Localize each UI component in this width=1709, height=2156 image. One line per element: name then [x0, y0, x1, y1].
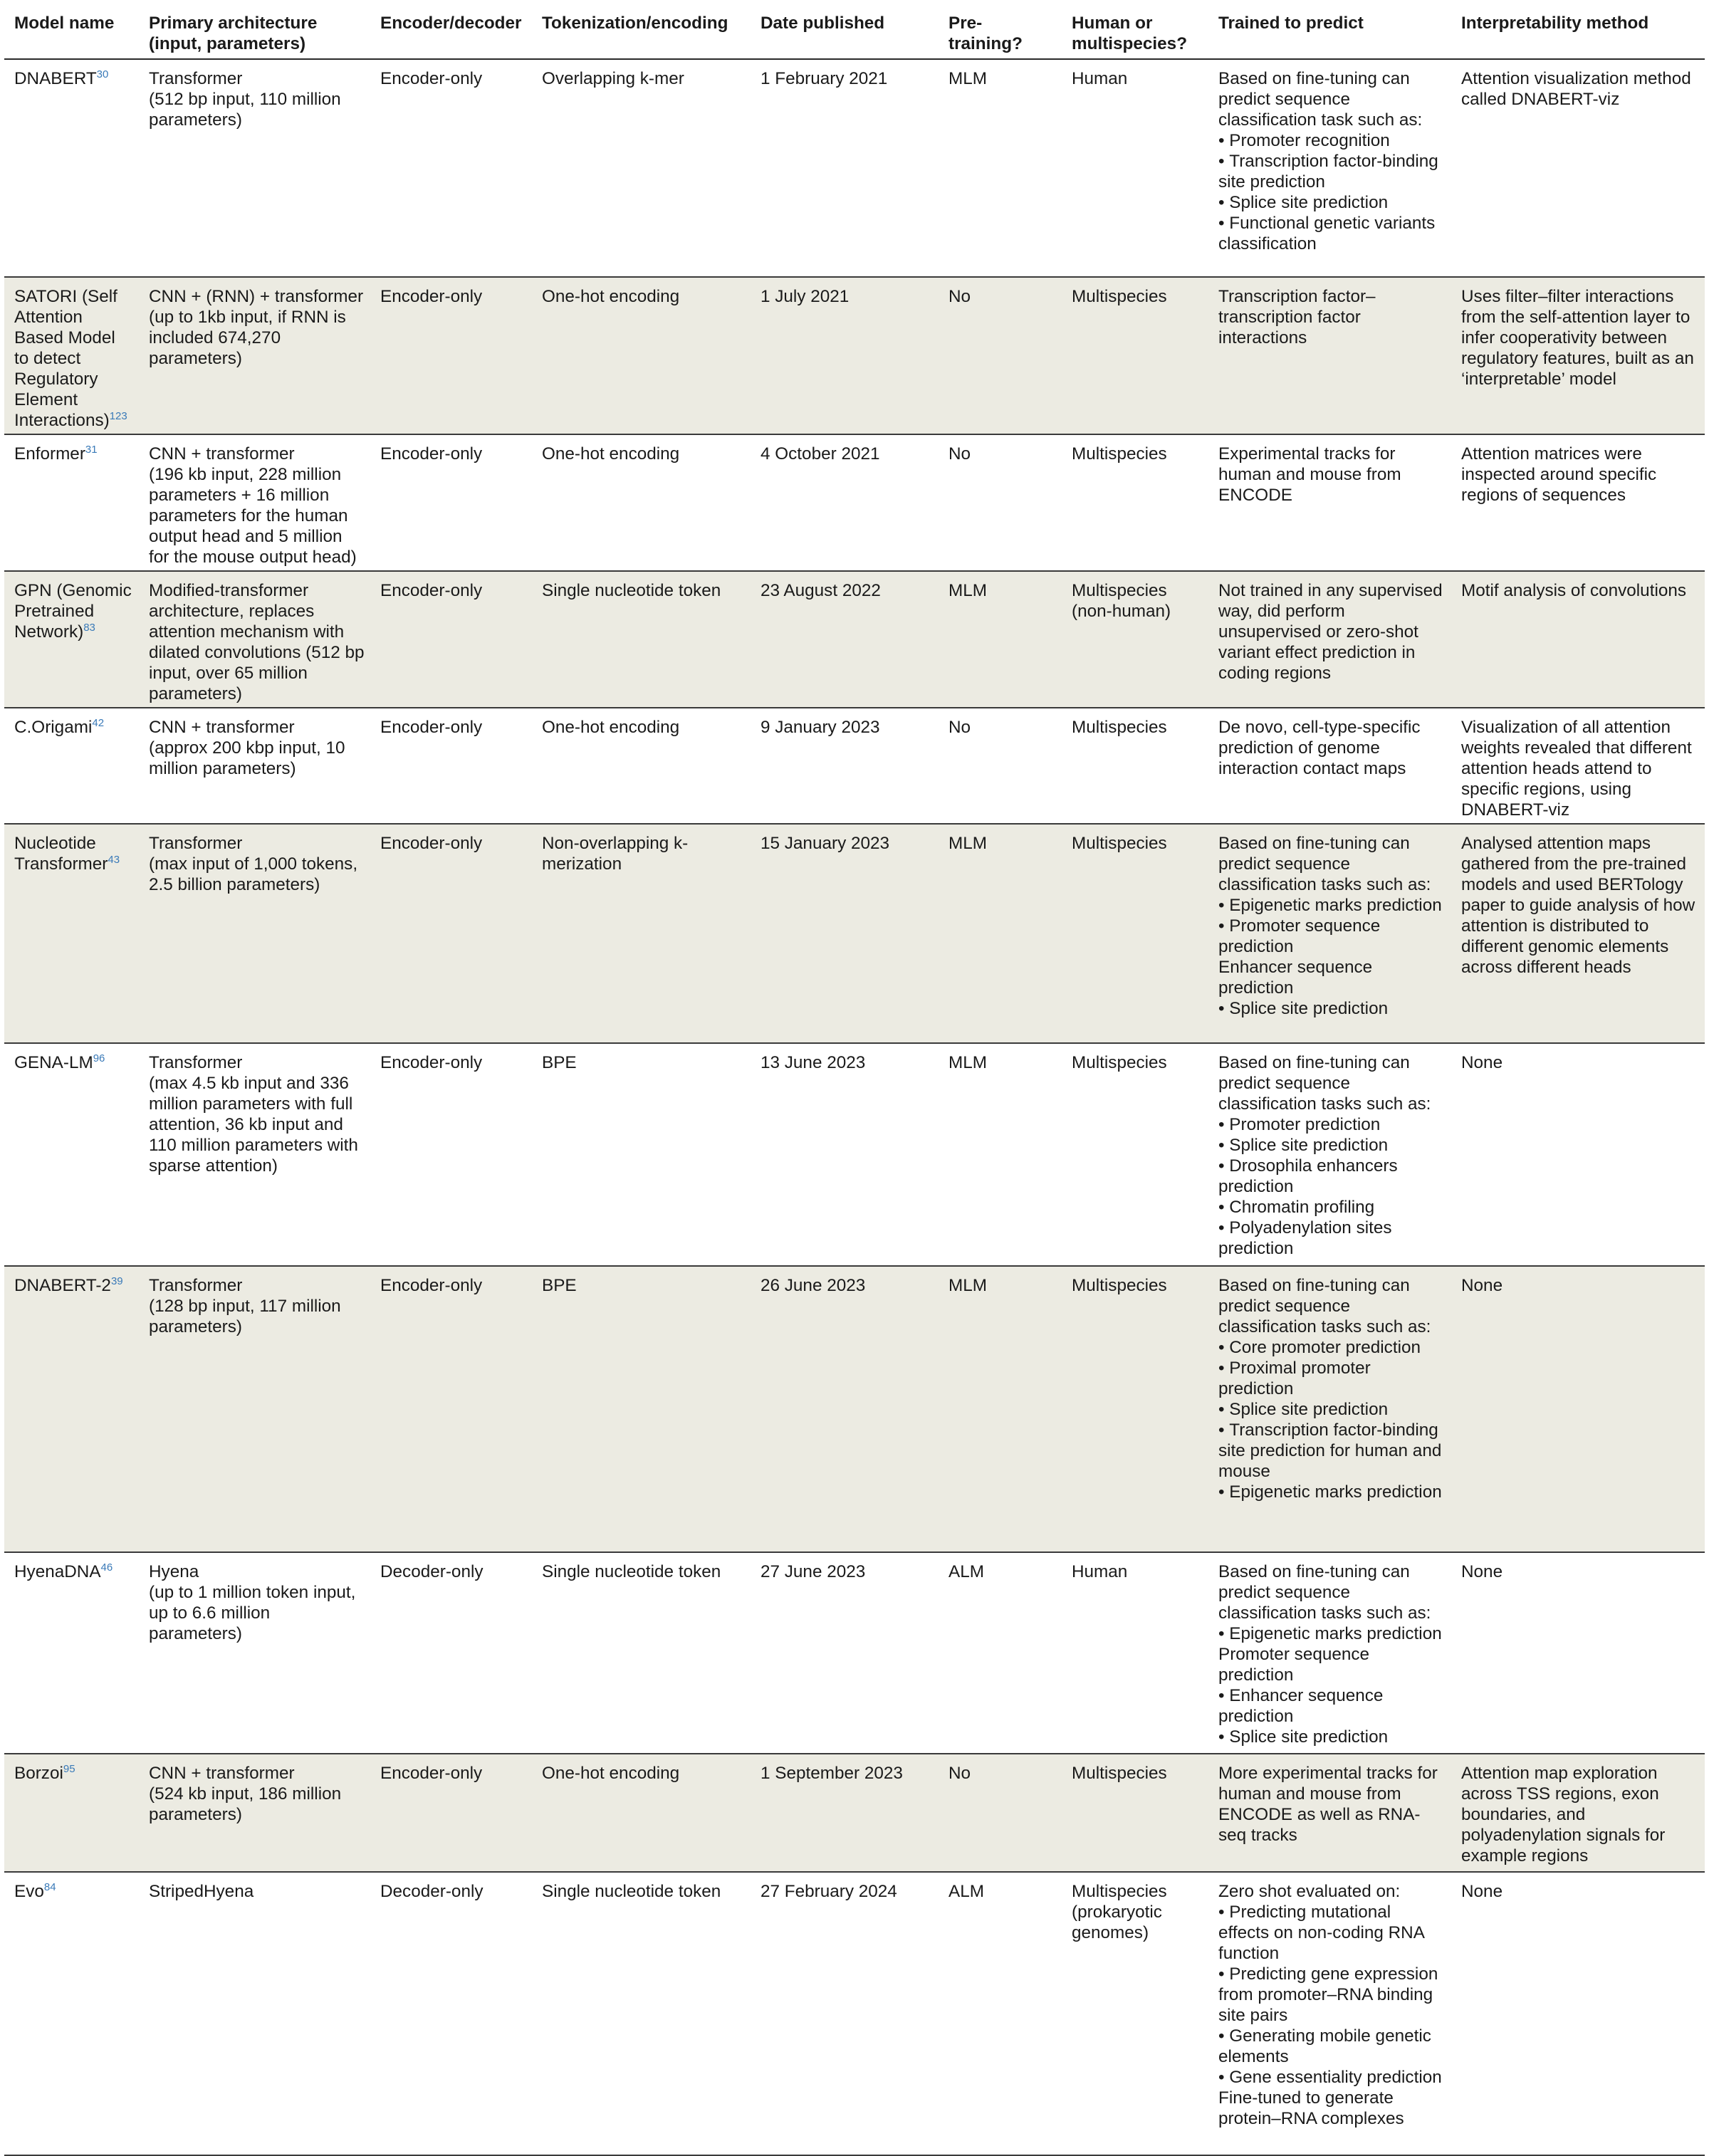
- table-row: [4, 1754, 1705, 1872]
- cell-date-published: 27 June 2023: [751, 1552, 939, 1754]
- table-body: [4, 59, 1705, 2155]
- model-name-text: GPN (Genomic Pretrained Network): [14, 581, 132, 642]
- predict-intro: Based on fine-tuning can predict sequence classification tasks such as:: [1218, 1562, 1431, 1623]
- cell-interpretability-method: Attention matrices were inspected around specific regions of sequences: [1451, 434, 1705, 571]
- cell-encoder-decoder: Encoder-only: [370, 1043, 532, 1266]
- cell-date-published: 1 July 2021: [751, 277, 939, 434]
- cell-tokenization: One-hot encoding: [532, 434, 751, 571]
- cell-species: Multispecies: [1062, 708, 1208, 824]
- predict-task-list: [1218, 1902, 1446, 2129]
- predict-intro: Based on fine-tuning can predict sequence classification tasks such as:: [1218, 834, 1431, 894]
- predict-task-item: • Proximal promoter prediction: [1218, 1358, 1446, 1399]
- predict-task-list: [1218, 1337, 1446, 1502]
- cell-pre-training: MLM: [939, 824, 1062, 1043]
- cell-encoder-decoder: Encoder-only: [370, 708, 532, 824]
- predict-task-list: [1218, 1623, 1446, 1747]
- header-encoder-decoder: Encoder/decoder: [370, 0, 532, 59]
- cell-interpretability-method: Uses filter–filter interactions from the self-attention layer to infer cooperativity between regulatory features, built as an ‘interpretable’ model: [1451, 277, 1705, 434]
- cell-pre-training: No: [939, 1754, 1062, 1872]
- cell-model-name: [4, 1266, 139, 1552]
- cell-tokenization: Non-overlapping k-merization: [532, 824, 751, 1043]
- cell-trained-to-predict: [1208, 1266, 1451, 1552]
- cell-model-name: [4, 708, 139, 824]
- cell-tokenization: One-hot encoding: [532, 708, 751, 824]
- cell-date-published: 4 October 2021: [751, 434, 939, 571]
- cell-date-published: 23 August 2022: [751, 571, 939, 708]
- cell-tokenization: One-hot encoding: [532, 277, 751, 434]
- cell-architecture: CNN + transformer (196 kb input, 228 million parameters + 16 million parameters for the human output head and 5 million for the mouse output head): [139, 434, 370, 571]
- predict-intro: De novo, cell-type-specific prediction of genome interaction contact maps: [1218, 718, 1421, 778]
- cell-pre-training: ALM: [939, 1552, 1062, 1754]
- table-row: [4, 1552, 1705, 1754]
- reference-number[interactable]: 39: [110, 1275, 123, 1287]
- predict-task-item: • Core promoter prediction: [1218, 1337, 1446, 1358]
- cell-pre-training: MLM: [939, 59, 1062, 277]
- reference-number[interactable]: 42: [92, 716, 105, 729]
- cell-date-published: 27 February 2024: [751, 1872, 939, 2155]
- model-name-text: GENA-LM: [14, 1053, 93, 1072]
- cell-encoder-decoder: Encoder-only: [370, 277, 532, 434]
- predict-task-item: • Splice site prediction: [1218, 1727, 1446, 1747]
- cell-model-name: [4, 434, 139, 571]
- reference-number[interactable]: 30: [96, 68, 109, 80]
- predict-task-item: • Gene essentiality prediction: [1218, 2067, 1446, 2088]
- cell-encoder-decoder: Encoder-only: [370, 1754, 532, 1872]
- predict-intro: Zero shot evaluated on:: [1218, 1882, 1401, 1901]
- reference-number[interactable]: 46: [100, 1561, 113, 1574]
- cell-trained-to-predict: [1208, 1552, 1451, 1754]
- table-row: [4, 434, 1705, 571]
- reference-number[interactable]: 95: [63, 1762, 75, 1775]
- table-row: [4, 1872, 1705, 2155]
- cell-architecture: StripedHyena: [139, 1872, 370, 2155]
- table-row: [4, 277, 1705, 434]
- predict-intro: More experimental tracks for human and mouse from ENCODE as well as RNA-seq tracks: [1218, 1764, 1438, 1845]
- table-row: [4, 708, 1705, 824]
- model-name-text: HyenaDNA: [14, 1562, 101, 1581]
- predict-task-item: • Chromatin profiling: [1218, 1197, 1446, 1218]
- cell-pre-training: MLM: [939, 1043, 1062, 1266]
- cell-interpretability-method: None: [1451, 1266, 1705, 1552]
- header-date-published: Date published: [751, 0, 939, 59]
- cell-species: Human: [1062, 1552, 1208, 1754]
- predict-task-item: • Promoter prediction: [1218, 1114, 1446, 1135]
- cell-species: Multispecies: [1062, 824, 1208, 1043]
- predict-task-item: • Promoter recognition: [1218, 130, 1446, 151]
- cell-trained-to-predict: [1208, 708, 1451, 824]
- cell-trained-to-predict: [1208, 277, 1451, 434]
- cell-architecture: CNN + (RNN) + transformer (up to 1kb input, if RNN is included 674,270 parameters): [139, 277, 370, 434]
- cell-pre-training: No: [939, 434, 1062, 571]
- cell-date-published: 1 February 2021: [751, 59, 939, 277]
- cell-trained-to-predict: [1208, 571, 1451, 708]
- cell-architecture: Transformer (max 4.5 kb input and 336 million parameters with full attention, 36 kb input and 110 million parameters with sparse attention): [139, 1043, 370, 1266]
- cell-architecture: CNN + transformer (approx 200 kbp input, 10 million parameters): [139, 708, 370, 824]
- cell-architecture: Transformer (128 bp input, 117 million parameters): [139, 1266, 370, 1552]
- predict-task-item: • Transcription factor-binding site prediction: [1218, 151, 1446, 192]
- header-primary-architecture: Primary architecture (input, parameters): [139, 0, 370, 59]
- cell-trained-to-predict: [1208, 1754, 1451, 1872]
- predict-task-item: • Splice site prediction: [1218, 998, 1446, 1019]
- cell-interpretability-method: None: [1451, 1872, 1705, 2155]
- header-tokenization: Tokenization/encoding: [532, 0, 751, 59]
- predict-task-item: • Epigenetic marks prediction: [1218, 1482, 1446, 1502]
- cell-tokenization: BPE: [532, 1266, 751, 1552]
- reference-number[interactable]: 84: [43, 1880, 56, 1893]
- header-model-name: Model name: [4, 0, 139, 59]
- predict-intro: Experimental tracks for human and mouse from ENCODE: [1218, 444, 1401, 505]
- cell-species: Multispecies (non-human): [1062, 571, 1208, 708]
- reference-number[interactable]: 123: [109, 409, 127, 422]
- cell-pre-training: MLM: [939, 571, 1062, 708]
- cell-species: Multispecies: [1062, 434, 1208, 571]
- cell-trained-to-predict: [1208, 434, 1451, 571]
- header-interpretability-method: Interpretability method: [1451, 0, 1705, 59]
- predict-task-item: • Splice site prediction: [1218, 1399, 1446, 1420]
- cell-pre-training: MLM: [939, 1266, 1062, 1552]
- predict-task-item: • Epigenetic marks prediction: [1218, 895, 1446, 916]
- table-row: [4, 59, 1705, 277]
- predict-task-item: • Splice site prediction: [1218, 1135, 1446, 1156]
- cell-model-name: [4, 59, 139, 277]
- cell-architecture: Transformer (max input of 1,000 tokens, 2.5 billion parameters): [139, 824, 370, 1043]
- cell-model-name: [4, 1872, 139, 2155]
- reference-number[interactable]: 83: [83, 621, 95, 634]
- cell-encoder-decoder: Encoder-only: [370, 571, 532, 708]
- model-name-text: SATORI (Self Attention Based Model to detect Regulatory Element Interactions): [14, 287, 117, 430]
- predict-task-item: • Promoter sequence prediction: [1218, 916, 1446, 957]
- cell-interpretability-method: Attention visualization method called DNABERT-viz: [1451, 59, 1705, 277]
- table-row: [4, 1043, 1705, 1266]
- model-name-text: DNABERT: [14, 69, 97, 88]
- cell-interpretability-method: None: [1451, 1552, 1705, 1754]
- cell-model-name: [4, 824, 139, 1043]
- cell-architecture: Hyena (up to 1 million token input, up to 6.6 million parameters): [139, 1552, 370, 1754]
- table-row: [4, 1266, 1705, 1552]
- predict-task-item: • Functional genetic variants classification: [1218, 213, 1446, 254]
- model-name-text: DNABERT-2: [14, 1276, 111, 1295]
- cell-model-name: [4, 1754, 139, 1872]
- header-pre-training: Pre- training?: [939, 0, 1062, 59]
- cell-species: Multispecies: [1062, 1266, 1208, 1552]
- model-name-text: C.Origami: [14, 718, 93, 737]
- predict-task-item: Enhancer sequence prediction: [1218, 958, 1373, 998]
- cell-tokenization: Single nucleotide token: [532, 1552, 751, 1754]
- predict-task-list: [1218, 1114, 1446, 1259]
- cell-encoder-decoder: Decoder-only: [370, 1552, 532, 1754]
- cell-model-name: [4, 1552, 139, 1754]
- cell-tokenization: Overlapping k-mer: [532, 59, 751, 277]
- predict-task-list: [1218, 895, 1446, 1019]
- cell-tokenization: BPE: [532, 1043, 751, 1266]
- cell-interpretability-method: Visualization of all attention weights revealed that different attention heads attend to specific regions, using DNABERT-viz: [1451, 708, 1705, 824]
- model-name-text: Enformer: [14, 444, 85, 464]
- header-trained-to-predict: Trained to predict: [1208, 0, 1451, 59]
- cell-tokenization: One-hot encoding: [532, 1754, 751, 1872]
- cell-species: Multispecies: [1062, 1754, 1208, 1872]
- predict-intro: Transcription factor–transcription factor interactions: [1218, 287, 1376, 347]
- predict-task-item: • Enhancer sequence prediction: [1218, 1685, 1446, 1727]
- model-name-text: Nucleotide Transformer: [14, 834, 108, 874]
- cell-architecture: Modified-transformer architecture, replaces attention mechanism with dilated convolutions (512 bp input, over 65 million parameters): [139, 571, 370, 708]
- reference-number[interactable]: 31: [85, 443, 98, 456]
- predict-task-item: • Epigenetic marks prediction Promoter sequence prediction: [1218, 1623, 1446, 1685]
- table-row: [4, 571, 1705, 708]
- cell-encoder-decoder: Decoder-only: [370, 1872, 532, 2155]
- cell-date-published: 9 January 2023: [751, 708, 939, 824]
- predict-intro: Based on fine-tuning can predict sequence classification tasks such as:: [1218, 1276, 1431, 1336]
- cell-encoder-decoder: Encoder-only: [370, 824, 532, 1043]
- cell-species: Human: [1062, 59, 1208, 277]
- model-comparison-table: [4, 0, 1705, 2156]
- reference-number[interactable]: 43: [108, 853, 120, 866]
- cell-interpretability-method: Motif analysis of convolutions: [1451, 571, 1705, 708]
- cell-model-name: [4, 571, 139, 708]
- header-species: Human or multispecies?: [1062, 0, 1208, 59]
- cell-pre-training: No: [939, 277, 1062, 434]
- model-name-text: Evo: [14, 1882, 44, 1901]
- predict-task-item: Fine-tuned to generate protein–RNA complexes: [1218, 2088, 1404, 2128]
- cell-interpretability-method: None: [1451, 1043, 1705, 1266]
- predict-intro: Based on fine-tuning can predict sequence classification task such as:: [1218, 69, 1423, 130]
- cell-trained-to-predict: [1208, 59, 1451, 277]
- predict-task-item: • Predicting gene expression from promoter–RNA binding site pairs: [1218, 1964, 1446, 2026]
- cell-interpretability-method: Attention map exploration across TSS regions, exon boundaries, and polyadenylation signals for example regions: [1451, 1754, 1705, 1872]
- predict-task-list: [1218, 130, 1446, 254]
- cell-species: Multispecies: [1062, 1043, 1208, 1266]
- cell-pre-training: ALM: [939, 1872, 1062, 2155]
- cell-model-name: [4, 1043, 139, 1266]
- predict-task-item: • Drosophila enhancers prediction: [1218, 1156, 1446, 1197]
- predict-task-item: • Polyadenylation sites prediction: [1218, 1218, 1446, 1259]
- cell-date-published: 15 January 2023: [751, 824, 939, 1043]
- cell-species: Multispecies: [1062, 277, 1208, 434]
- cell-encoder-decoder: Encoder-only: [370, 434, 532, 571]
- cell-tokenization: Single nucleotide token: [532, 1872, 751, 2155]
- cell-architecture: Transformer (512 bp input, 110 million parameters): [139, 59, 370, 277]
- table-row: [4, 824, 1705, 1043]
- predict-intro: Based on fine-tuning can predict sequence classification tasks such as:: [1218, 1053, 1431, 1114]
- reference-number[interactable]: 96: [93, 1052, 105, 1064]
- cell-encoder-decoder: Encoder-only: [370, 59, 532, 277]
- cell-date-published: 13 June 2023: [751, 1043, 939, 1266]
- model-name-text: Borzoi: [14, 1764, 63, 1783]
- cell-trained-to-predict: [1208, 1872, 1451, 2155]
- cell-date-published: 1 September 2023: [751, 1754, 939, 1872]
- cell-pre-training: No: [939, 708, 1062, 824]
- cell-interpretability-method: Analysed attention maps gathered from the pre-trained models and used BERTology paper to guide analysis of how attention is distributed to different genomic elements across different heads: [1451, 824, 1705, 1043]
- cell-tokenization: Single nucleotide token: [532, 571, 751, 708]
- cell-trained-to-predict: [1208, 1043, 1451, 1266]
- predict-intro: Not trained in any supervised way, did perform unsupervised or zero-shot variant effect prediction in coding regions: [1218, 581, 1443, 683]
- cell-trained-to-predict: [1208, 824, 1451, 1043]
- header-row: [4, 0, 1705, 59]
- cell-date-published: 26 June 2023: [751, 1266, 939, 1552]
- predict-task-item: • Generating mobile genetic elements: [1218, 2026, 1446, 2067]
- cell-encoder-decoder: Encoder-only: [370, 1266, 532, 1552]
- cell-model-name: [4, 277, 139, 434]
- predict-task-item: • Splice site prediction: [1218, 192, 1446, 213]
- cell-species: Multispecies (prokaryotic genomes): [1062, 1872, 1208, 2155]
- cell-architecture: CNN + transformer (524 kb input, 186 million parameters): [139, 1754, 370, 1872]
- predict-task-item: • Predicting mutational effects on non-coding RNA function: [1218, 1902, 1446, 1964]
- predict-task-item: • Transcription factor-binding site prediction for human and mouse: [1218, 1420, 1446, 1482]
